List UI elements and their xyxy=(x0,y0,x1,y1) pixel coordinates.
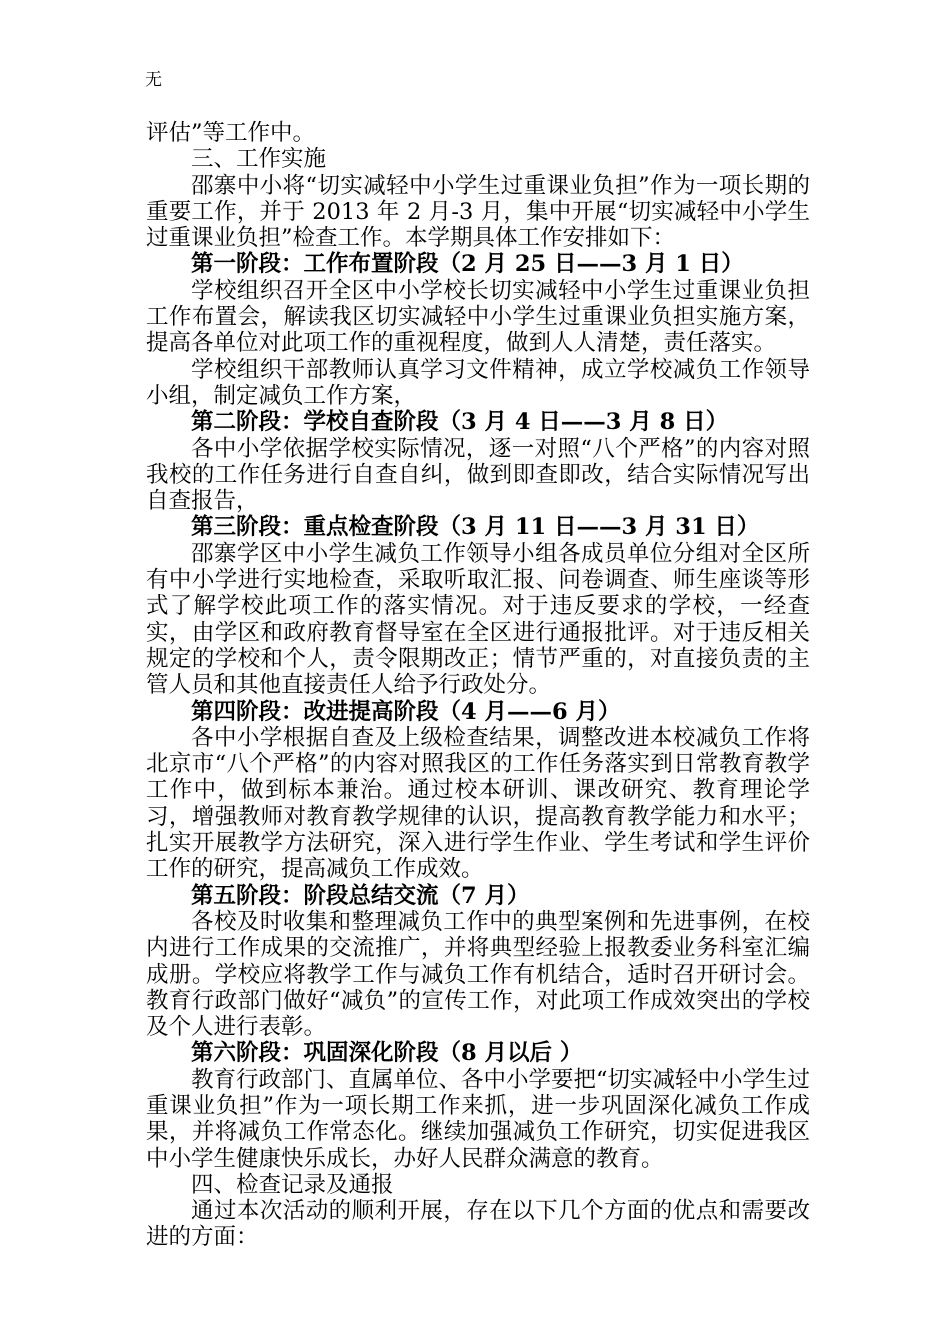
paragraph-inspection: 通过本次活动的顺利开展，存在以下几个方面的优点和需要改进的方面： xyxy=(146,1198,810,1251)
paragraph-intro: 邵寨中小将“切实减轻中小学生过重课业负担”作为一项长期的重要工作，并于 2013 年 2 月-3 月，集中开展“切实减轻中小学生过重课业负担”检查工作。本学期具体工作安排如下： xyxy=(146,172,810,252)
section-heading-implementation: 三、工作实施 xyxy=(191,146,327,173)
stage-heading-1: 第一阶段：工作布置阶段（2 月 25 日——3 月 1 日） xyxy=(191,251,744,278)
stage-heading-6: 第六阶段：巩固深化阶段（8 月以后 ） xyxy=(191,1040,583,1067)
stage-heading-4: 第四阶段：改进提高阶段（4 月——6 月） xyxy=(191,698,621,725)
paragraph-continuation: 评估”等工作中。 xyxy=(146,120,316,146)
stage-heading-5: 第五阶段：阶段总结交流（7 月） xyxy=(191,882,530,909)
section-heading-inspection: 四、检查记录及通报 xyxy=(191,1171,394,1198)
paragraph-stage-3: 邵寨学区中小学生减负工作领导小组各成员单位分组对全区所有中小学进行实地检查，采取听取汇报、问卷调查、师生座谈等形式了解学校此项工作的落实情况。对于违反要求的学校，一经查实，由学区和政府教育督导室在全区进行通报批评。对于违反相关规定的学校和个人，责令限期改正；情节严重的，对直接负责的主管人员和其他直接责任人给予行政处分。 xyxy=(146,540,810,699)
paragraph-stage-1b: 学校组织干部教师认真学习文件精神，成立学校减负工作领导小组，制定减负工作方案， xyxy=(146,356,810,409)
page-header: 无 xyxy=(145,70,162,90)
paragraph-stage-1a: 学校组织召开全区中小学校长切实减轻中小学生过重课业负担工作布置会，解读我区切实减轻中小学生过重课业负担实施方案，提高各单位对此项工作的重视程度，做到人人清楚，责任落实。 xyxy=(146,277,810,357)
paragraph-stage-4: 各中小学根据自查及上级检查结果，调整改进本校减负工作将北京市“八个严格”的内容对照我区的工作任务落实到日常教育教学工作中，做到标本兼治。通过校本研训、课改研究、教育理论学习，增强教师对教育教学规律的认识，提高教育教学能力和水平；扎实开展教学方法研究，深入进行学生作业、学生考试和学生评价工作的研究，提高减负工作成效。 xyxy=(146,724,810,883)
paragraph-stage-6: 教育行政部门、直属单位、各中小学要把“切实减轻中小学生过重课业负担”作为一项长期工作来抓，进一步巩固深化减负工作成果，并将减负工作常态化。继续加强减负工作研究，切实促进我区中小学生健康快乐成长，办好人民群众满意的教育。 xyxy=(146,1066,811,1172)
paragraph-stage-5: 各校及时收集和整理减负工作中的典型案例和先进事例，在校内进行工作成果的交流推广，并将典型经验上报教委业务科室汇编成册。学校应将教学工作与减负工作有机结合，适时召开研讨会。教育行政部门做好“减负”的宣传工作，对此项工作成效突出的学校及个人进行表彰。 xyxy=(146,908,810,1041)
paragraph-stage-2: 各中小学依据学校实际情况，逐一对照“八个严格”的内容对照我校的工作任务进行自查自纠，做到即查即改，结合实际情况写出自查报告， xyxy=(146,435,810,515)
document-body xyxy=(146,120,810,1251)
stage-heading-3: 第三阶段：重点检查阶段（3 月 11 日——3 月 31 日） xyxy=(191,514,760,541)
stage-heading-2: 第二阶段：学校自查阶段（3 月 4 日——3 月 8 日） xyxy=(191,409,729,436)
